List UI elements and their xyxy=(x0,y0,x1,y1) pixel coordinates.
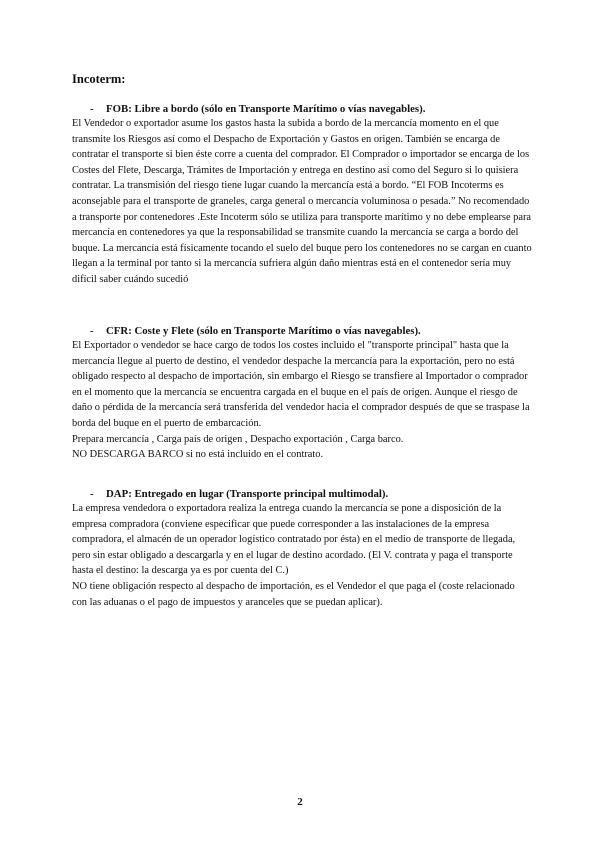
section-paragraph: El Vendedor o exportador asume los gastos hasta la subida a bordo de la mercancía momento en el que transmite los Riesgos así como el Despacho de Exportación y Gastos en origen. También se encarga de contratar el transporte si bien éste corre a cuenta del comprador. El Comprador o importador se encarga de los Costes del Flete, Descarga, Trámites de Importación y entrega en destino así como del Seguro si lo quisiera contratar. La transmisión del riesgo tiene lugar cuando la mercancía está a bordo. “El FOB Incoterms es aconsejable para el transporte de graneles, carga general o mercancía voluminosa o pesada.” No recomendado a transporte por contenedores .Este Incoterm sólo se utiliza para transporte marítimo y no debe emplearse para mercancía en contenedores ya que la responsabilidad se transmite cuando la mercancía se carga a bordo del buque. La mercancía está físicamente tocando el suelo del buque pero los contenedores no se cargan en cuanto llegan a la terminal por tanto si la mercancía sufriera algún daño mientras está en el contenedor sería muy difícil saber cuándo sucedió xyxy=(72,118,532,285)
page-number: 2 xyxy=(297,796,303,808)
section-title xyxy=(72,103,532,115)
bullet-dash: - xyxy=(90,488,94,500)
section-paragraph: La empresa vendedora o exportadora realiza la entrega cuando la mercancía se pone a disposición de la empresa compradora (conviene especificar que puede corresponder a las instalaciones de la empresa compradora, el almacén de un operador logístico contratado por ésta) en el medio de transporte de llegada, pero sin estar obligado a descargarla y en el lugar de destino acordado. (El V. contrata y paga el transporte hasta el destino: la descarga ya es por cuenta del C.) xyxy=(72,503,516,577)
section-paragraph: NO DESCARGA BARCO si no está incluido en el contrato. xyxy=(72,449,324,461)
section-title xyxy=(72,325,532,337)
section-paragraph: Prepara mercancía , Carga país de origen , Despacho exportación , Carga barco. xyxy=(72,433,404,445)
page-heading: Incoterm: xyxy=(72,72,126,86)
section-title xyxy=(72,488,532,500)
section-paragraph: El Exportador o vendedor se hace cargo de todos los costes incluido el "transporte principal" hasta que la mercancía llegue al puerto de destino, el vendedor despache la mercancía para la exportación, pero no está obligado respecto al despacho de importación, sin embargo el Riesgo se transfiere al Importador o comprador en el momento que la mercancía se encuentra cargada en el buque en el país de origen. Aunque el riesgo de daño o pérdida de la mercancía será transferida del vendedor hacia el comprador después de que se traspase la borda del buque en el puerto de embarcación. xyxy=(72,340,530,429)
section-title-text: DAP: Entregado en lugar (Transporte principal multimodal). xyxy=(106,488,389,500)
bullet-dash: - xyxy=(90,103,94,115)
bullet-dash: - xyxy=(90,325,94,337)
section-paragraph: NO tiene obligación respecto al despacho de importación, es el Vendedor el que paga el (coste relacionado con las aduanas o el pago de impuestos y aranceles que se puedan aplicar). xyxy=(72,580,515,608)
section-fob xyxy=(72,103,532,288)
section-dap xyxy=(72,488,532,610)
section-title-text: FOB: Libre a bordo (sólo en Transporte Marítimo o vías navegables). xyxy=(106,103,426,115)
section-title-text: CFR: Coste y Flete (sólo en Transporte Marítimo o vías navegables). xyxy=(106,325,421,337)
section-cfr xyxy=(72,325,532,463)
